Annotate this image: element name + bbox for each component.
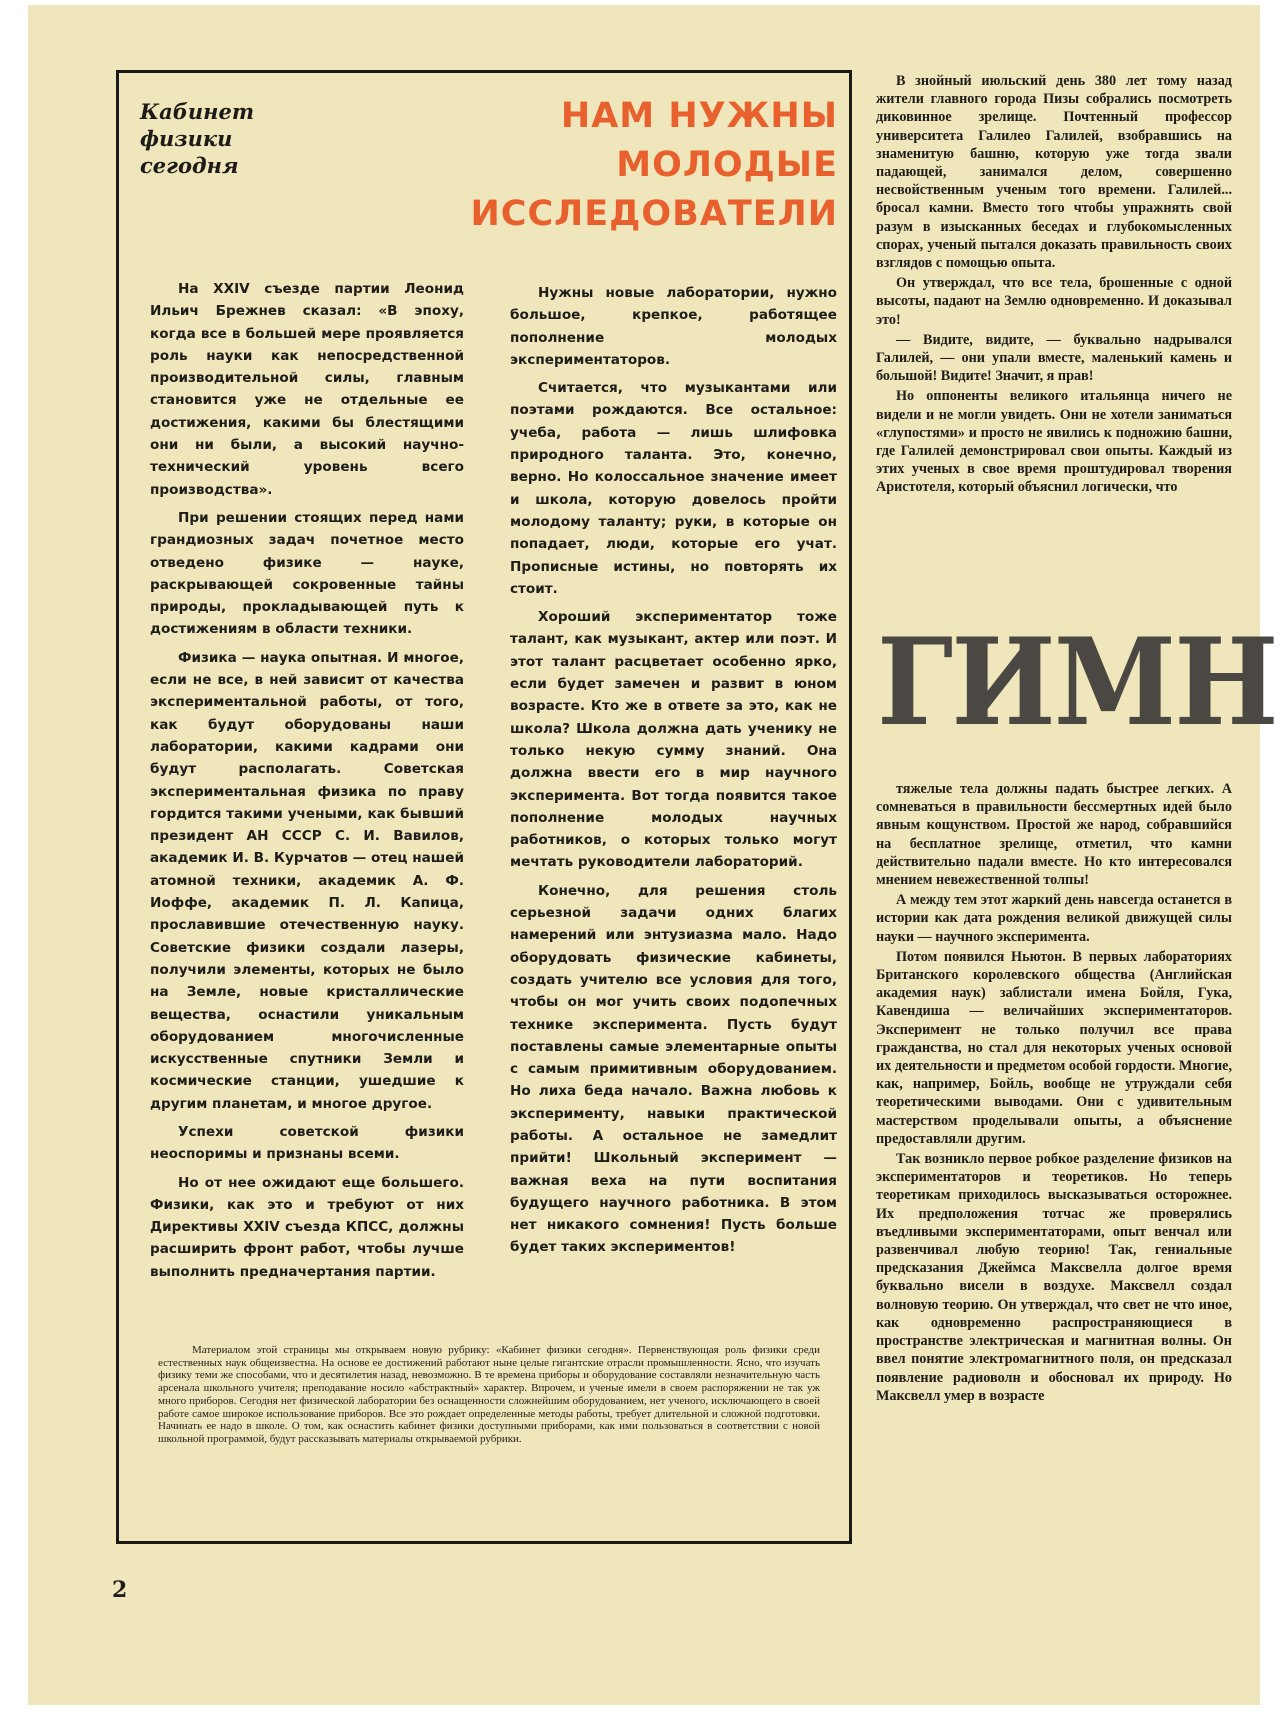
paragraph: Хороший экспериментатор тоже талант, как музыкант, актер или поэт. И этот талант расцветает особенно ярко, если будет замечен и развит в юном возрасте. Кто же в ответе за это, как не школа? Школа должна дать ученику не только некую сумму знаний. Она должна ввести его в мир научного эксперимента. Вот тогда появится такое пополнение молодых научных работников, о которых только могут мечтать руководители лабораторий. <box>510 609 837 871</box>
paragraph: А между тем этот жаркий день навсегда останется в истории как дата рождения великой движущей силы науки — научного эксперимента. <box>876 892 1232 945</box>
middle-column <box>510 282 837 1265</box>
right-column-bottom <box>876 780 1232 1407</box>
paragraph: тяжелые тела должны падать быстрее легких. А сомневаться в правильности бессмертных идей было явным кощунством. Простой же народ, собравшийся на бесплатное зрелище, отметил, что камни действительно падали вместе. Но кто интересовался мнением невежественной толпы! <box>876 781 1232 889</box>
rubric-line: физики <box>140 126 233 151</box>
paragraph: При решении стоящих перед нами грандиозных задач почетное место отведено физике — науке, раскрывающей сокровенные тайны природы, прокладывающей путь к достижениям в области техники. <box>150 509 464 638</box>
headline-line: НАМ НУЖНЫ <box>560 96 838 136</box>
paragraph: — Видите, видите, — буквально надрывался Галилей, — они упали вместе, маленький камень и большой! Видите! Значит, я прав! <box>876 331 1232 385</box>
headline-line: ИССЛЕДОВАТЕЛИ <box>470 194 838 234</box>
paragraph: Он утверждал, что все тела, брошенные с одной высоты, падают на Землю одновременно. И доказывал это! <box>876 275 1232 328</box>
editor-note-text: Материалом этой страницы мы открываем новую рубрику: «Кабинет физики сегодня». Первенствующая роль физики среди естественных наук общеизвестна. На основе ее достижений работают ныне целые гигантские отрасли промышленности. Ясно, что изучать физику теми же способами, что и десятилетия назад, невозможно. В те времена приборы и оборудование составляли незначительную часть арсенала школьного учителя; преподавание носило «абстрактный» характер. Впрочем, и ученые имели в своем распоряжении не так уж много приборов. Сегодня нет физической лаборатории без оснащенности сложнейшим оборудованием, нет ученого, исключающего в своей работе самое широкое использование приборов. Все это рождает определенные методы работы, требует длительной и сложной подготовки. Начинать ее надо в школе. О том, как оснастить кабинет физики доступными приборами, как ими пользоваться в соответствии с новой школьной программой, будут рассказывать материалы открываемой рубрики. <box>158 1344 820 1445</box>
paragraph: Нужны новые лаборатории, нужно большое, крепкое, работящее пополнение молодых экспериментаторов. <box>510 285 837 368</box>
rubric-title <box>140 98 290 179</box>
left-column <box>150 278 464 1289</box>
rubric-line: Кабинет <box>140 99 255 124</box>
paragraph: Так возникло первое робкое разделение физиков на экспериментаторов и теоретиков. Но теперь теоретикам приходилось высказываться осторожнее. Их предположения тотчас же проверялись въедливыми экспериментаторами, опыт венчал или развенчивал любую теорию! Так, гениальные предсказания Джеймса Максвелла долгое время буквально висели в воздухе. Максвелл создал волновую теорию. Он утверждал, что свет не что иное, как одновременно распространяющиеся в пространстве электрическая и магнитная волны. Он ввел понятие электромагнитного поля, он предсказал появление радиоволн и обосновал их природу. Но Максвелл умер в возрасте <box>876 1151 1232 1404</box>
paragraph: Конечно, для решения столь серьезной задачи одних благих намерений или энтузиазма мало. Надо оборудовать физические кабинеты, создать учителю все условия для того, чтобы он мог учить своих подопечных технике эксперимента. Пусть будут поставлены самые элементарные опыты с самым примитивным оборудованием. Но лиха беда начало. Важна любовь к эксперименту, навыки практической работы. А остальное не замедлит прийти! Школьный эксперимент — важная веха на пути воспитания будущего научного работника. В этом нет никакого сомнения! Пусть больше будет таких экспериментов! <box>510 882 837 1256</box>
paragraph: На XXIV съезде партии Леонид Ильич Брежнев сказал: «В эпоху, когда все в большей мере проявляется роль науки как непосредственной производительной силы, главным становится уже не отдельные ее достижения, какими бы блестящими они ни были, а высокий научно-технический уровень всего производства». <box>150 281 464 498</box>
paragraph: Потом появился Ньютон. В первых лабораториях Британского королевского общества (Английская академия наук) заблистали имена Бойля, Гука, Кавендиша — величайших экспериментаторов. Эксперимент не только получил все права гражданства, но стал для некоторых ученых основой их деятельности и предметом особой гордости. Многие, как, например, Бойль, вообще не утруждали себя теоретическими выводами. Они с удивительным мастерством проделывали опыты, а объяснение предоставляли другим. <box>876 948 1232 1147</box>
paragraph: В знойный июльский день 380 лет тому назад жители главного города Пизы собрались посмотреть диковинное зрелище. Почтенный профессор университета Галилео Галилей, взобравшись на знаменитую башню, которую уже тогда звали падающей, занимался делом, совершенно несвойственным ученым того времени. Галилей... бросал камни. Вместо того чтобы упражнять свой разум в изысканных беседах и глубокомысленных спорах, ученый пытался доказать правильность своих взглядов с помощью опыта. <box>876 73 1232 272</box>
page-number: 2 <box>112 1577 128 1603</box>
editor-note <box>158 1344 820 1446</box>
big-title: ГИМН <box>877 612 1277 753</box>
headline-line: МОЛОДЫЕ <box>616 145 838 185</box>
paragraph: Успехи советской физики неоспоримы и признаны всеми. <box>150 1123 464 1163</box>
paragraph: Считается, что музыкантами или поэтами рождаются. Все остальное: учеба, работа — лишь шлифовка природного таланта. Это, конечно, верно. Но колоссальное значение имеет и школа, которую довелось пройти молодому таланту; руки, в которые он попадает, люди, которые его учат. Прописные истины, но повторять их стоит. <box>510 380 837 597</box>
rubric-line: сегодня <box>140 153 239 178</box>
right-column-top <box>876 72 1232 499</box>
headline <box>400 92 838 239</box>
paragraph: Физика — наука опытная. И многое, если не все, в ней зависит от качества экспериментальной работы, от того, как будут оборудованы наши лаборатории, какими кадрами они будут располагать. Советская экспериментальная физика по праву гордится такими учеными, как бывший президент АН СССР С. И. Вавилов, академик И. В. Курчатов — отец нашей атомной техники, академик А. Ф. Иоффе, академик П. Л. Капица, прославившие отечественную науку. Советские физики создали лазеры, получили элементы, которых не было на Земле, новые кристаллические вещества, оснастили уникальным оборудованием многочисленные искусственные спутники Земли и космические станции, ушедшие к другим планетам, и многое другое. <box>150 649 464 1112</box>
paragraph: Но оппоненты великого итальянца ничего не видели и не могли увидеть. Они не хотели заниматься «глупостями» и просто не явились к подножию башни, где Галилей демонстрировал свои опыты. Каждый из этих ученых в свое время проштудировал творения Аристотеля, который объяснил логически, что <box>876 388 1232 496</box>
paragraph: Но от нее ожидают еще большего. Физики, как это и требуют от них Директивы XXIV съезда КПСС, должны расширить фронт работ, чтобы лучше выполнить предначертания партии. <box>150 1174 464 1280</box>
